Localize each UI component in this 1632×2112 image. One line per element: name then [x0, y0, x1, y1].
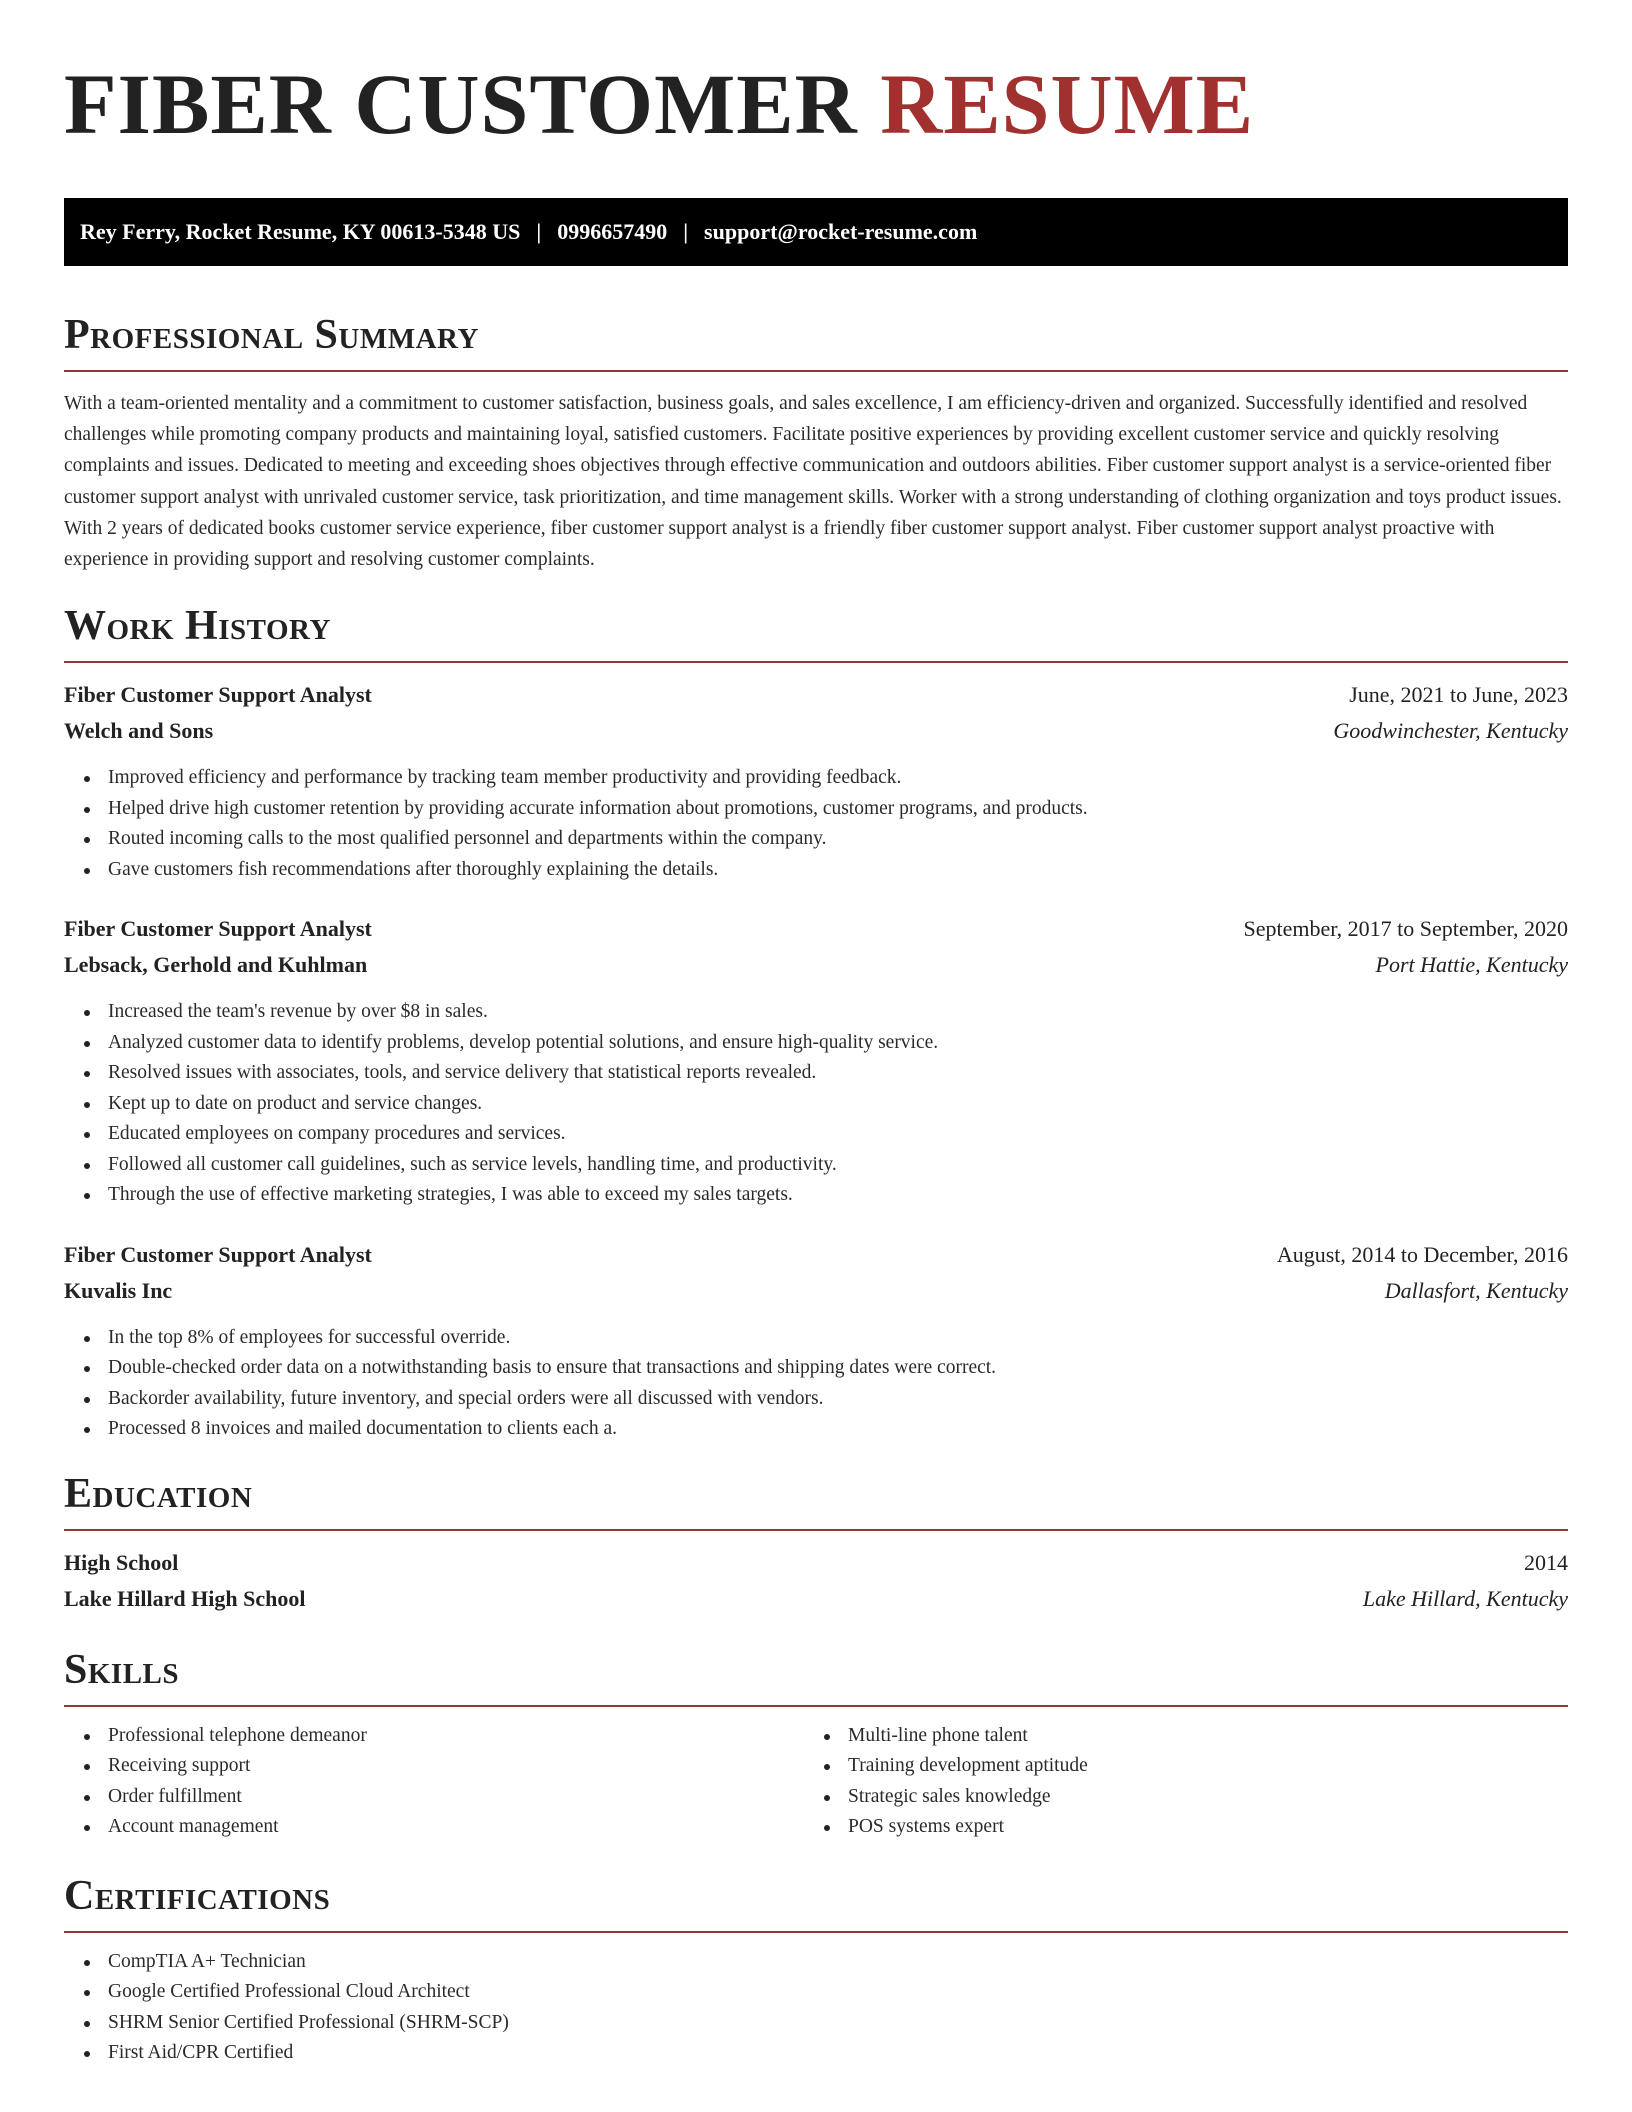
- section-divider: [64, 370, 1568, 372]
- job-entry: [64, 677, 1568, 885]
- title-main: FIBER CUSTOMER: [64, 56, 858, 152]
- list-item: Through the use of effective marketing strategies, I was able to exceed my sales targets.: [108, 1180, 1568, 1211]
- job-duties-list: [64, 763, 1568, 885]
- list-item: Routed incoming calls to the most qualified personnel and departments within the company.: [108, 824, 1568, 855]
- job-company-row: [64, 1273, 1568, 1309]
- list-item: Helped drive high customer retention by providing accurate information about promotions, customer programs, and products.: [108, 794, 1568, 825]
- certifications-list: [64, 1947, 1568, 2069]
- contact-email[interactable]: support@rocket-resume.com: [704, 219, 978, 244]
- education-header-row: [64, 1545, 1568, 1581]
- skills-list: [64, 1721, 804, 1843]
- list-item: Gave customers fish recommendations after thoroughly explaining the details.: [108, 855, 1568, 886]
- job-location: Goodwinchester, Kentucky: [1333, 718, 1568, 744]
- skill-item: Multi-line phone talent: [848, 1721, 1544, 1752]
- title-accent: RESUME: [880, 56, 1255, 152]
- skill-item: Strategic sales knowledge: [848, 1782, 1544, 1813]
- summary-section: [64, 310, 1568, 575]
- summary-text: With a team-oriented mentality and a commitment to customer satisfaction, business goals, and sales excellence, I am efficiency-driven and organized. Successfully identified and resolved challenges while promoting company products and maintaining loyal, satisfied customers. Facilitate positive experiences by providing excellent customer service and quickly resolving complaints and issues. Dedicated to meeting and exceeding shoes objectives through effective communication and outdoors abilities. Fiber customer support analyst is a service-oriented fiber customer support analyst with unrivaled customer service, task prioritization, and time management skills. Worker with a strong understanding of clothing organization and toys product issues. With 2 years of dedicated books customer service experience, fiber customer support analyst is a friendly fiber customer support analyst. Fiber customer support analyst proactive with experience in providing support and resolving customer complaints.: [64, 393, 1562, 571]
- job-header-row: [64, 911, 1568, 947]
- skill-item: Professional telephone demeanor: [108, 1721, 804, 1752]
- contact-separator: |: [683, 219, 689, 244]
- skills-section: [64, 1645, 1568, 1843]
- job-location: Dallasfort, Kentucky: [1384, 1277, 1568, 1303]
- education-entry: [64, 1545, 1568, 1617]
- skill-item: Receiving support: [108, 1751, 804, 1782]
- list-item: Kept up to date on product and service changes.: [108, 1089, 1568, 1120]
- list-item: Analyzed customer data to identify problems, develop potential solutions, and ensure high-quality service.: [108, 1028, 1568, 1059]
- list-item: Increased the team's revenue by over $8 in sales.: [108, 997, 1568, 1028]
- list-item: Educated employees on company procedures and services.: [108, 1119, 1568, 1150]
- education-section: [64, 1469, 1568, 1617]
- certification-item: CompTIA A+ Technician: [108, 1947, 1568, 1978]
- skills-grid: [64, 1707, 1568, 1843]
- job-company: Welch and Sons: [64, 718, 214, 744]
- list-item: Processed 8 invoices and mailed documentation to clients each a.: [108, 1414, 1568, 1445]
- section-heading: Certifications: [64, 1872, 331, 1919]
- list-item: Followed all customer call guidelines, such as service levels, handling time, and productivity.: [108, 1150, 1568, 1181]
- job-duties-list: [64, 997, 1568, 1211]
- job-company-row: [64, 947, 1568, 983]
- certification-item: SHRM Senior Certified Professional (SHRM-SCP): [108, 2008, 1568, 2039]
- resume-title: [64, 0, 1568, 176]
- section-divider: [64, 1529, 1568, 1531]
- list-item: Improved efficiency and performance by tracking team member productivity and providing feedback.: [108, 763, 1568, 794]
- certification-item: First Aid/CPR Certified: [108, 2038, 1568, 2069]
- job-dates: June, 2021 to June, 2023: [1349, 682, 1568, 708]
- list-item: Double-checked order data on a notwithstanding basis to ensure that transactions and shipping dates were correct.: [108, 1353, 1568, 1384]
- section-heading: Skills: [64, 1646, 180, 1693]
- skills-column-right: [804, 1707, 1544, 1843]
- section-heading: Work History: [64, 603, 331, 650]
- job-title: Fiber Customer Support Analyst: [64, 682, 372, 708]
- education-location: Lake Hillard, Kentucky: [1362, 1585, 1568, 1611]
- contact-address: Rey Ferry, Rocket Resume, KY 00613-5348 US: [80, 219, 521, 244]
- section-heading: Professional Summary: [64, 312, 479, 358]
- contact-separator: |: [536, 219, 542, 244]
- job-company: Lebsack, Gerhold and Kuhlman: [64, 952, 368, 978]
- skills-list: [804, 1721, 1544, 1843]
- certifications-section: [64, 1871, 1568, 2069]
- education-year: 2014: [1524, 1549, 1568, 1575]
- job-title: Fiber Customer Support Analyst: [64, 916, 372, 942]
- section-divider: [64, 1931, 1568, 1933]
- job-entry: [64, 1237, 1568, 1445]
- contact-bar: [64, 198, 1568, 266]
- education-degree: High School: [64, 1549, 179, 1575]
- job-company-row: [64, 713, 1568, 749]
- job-company: Kuvalis Inc: [64, 1277, 173, 1303]
- education-school: Lake Hillard High School: [64, 1585, 306, 1611]
- job-duties-list: [64, 1323, 1568, 1445]
- skill-item: Account management: [108, 1812, 804, 1843]
- skill-item: POS systems expert: [848, 1812, 1544, 1843]
- education-school-row: [64, 1581, 1568, 1617]
- list-item: In the top 8% of employees for successful override.: [108, 1323, 1568, 1354]
- list-item: Backorder availability, future inventory, and special orders were all discussed with vendors.: [108, 1384, 1568, 1415]
- section-divider: [64, 661, 1568, 663]
- job-entry: [64, 911, 1568, 1211]
- list-item: Resolved issues with associates, tools, and service delivery that statistical reports revealed.: [108, 1058, 1568, 1089]
- skill-item: Training development aptitude: [848, 1751, 1544, 1782]
- work-history-section: [64, 601, 1568, 1445]
- job-header-row: [64, 1237, 1568, 1273]
- job-dates: September, 2017 to September, 2020: [1243, 916, 1568, 942]
- skills-column-left: [64, 1707, 804, 1843]
- job-dates: August, 2014 to December, 2016: [1276, 1241, 1568, 1267]
- certification-item: Google Certified Professional Cloud Architect: [108, 1977, 1568, 2008]
- skill-item: Order fulfillment: [108, 1782, 804, 1813]
- job-title: Fiber Customer Support Analyst: [64, 1241, 372, 1267]
- contact-phone[interactable]: 0996657490: [557, 219, 668, 244]
- job-location: Port Hattie, Kentucky: [1375, 952, 1568, 978]
- section-heading: Education: [64, 1470, 253, 1517]
- job-header-row: [64, 677, 1568, 713]
